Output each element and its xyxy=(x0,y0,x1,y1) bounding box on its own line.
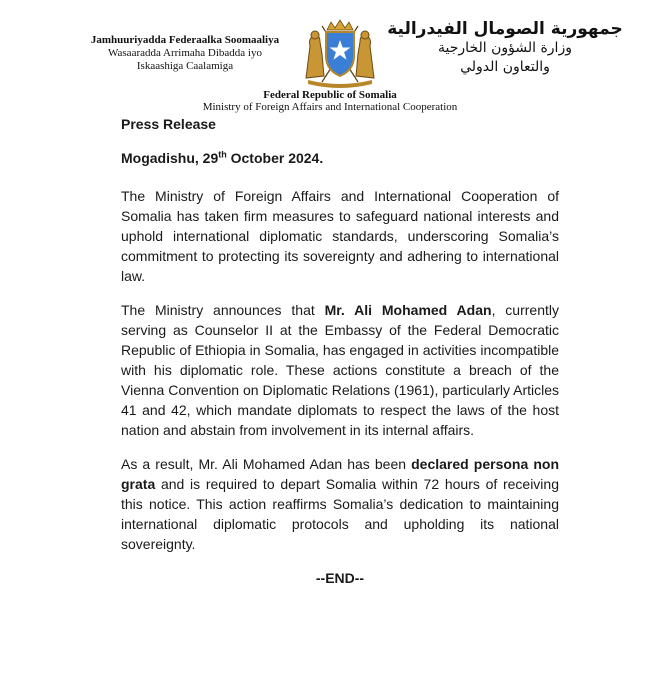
document-title: Press Release xyxy=(121,116,216,132)
letterhead-somali xyxy=(60,34,310,73)
letterhead-english-line1: Federal Republic of Somalia xyxy=(263,89,397,101)
coat-of-arms-icon xyxy=(300,16,380,88)
diplomat-name: Mr. Ali Mohamed Adan xyxy=(324,302,492,318)
date-prefix: Mogadishu, 29 xyxy=(121,150,219,166)
paragraph-3 xyxy=(121,454,559,554)
paragraph-3-rest: and is required to depart Somalia within 72 hours of receiving this notice. This action reaffirms Somalia’s dedication to maintaining international diplomatic protocols and upholding its national sovereignty. xyxy=(121,476,559,552)
paragraph-2-rest: , currently serving as Counselor II at the Embassy of the Federal Democratic Republic of Ethiopia in Somalia, has engaged in activities incompatible with his diplomatic role. These actions constitute a breach of the Vienna Convention on Diplomatic Relations (1961), particularly Articles 41 and 42, which mandate diplomats to respect the laws of the host nation and abstain from involvement in its internal affairs. xyxy=(121,302,559,438)
press-release-body xyxy=(121,114,559,588)
letterhead-arabic-line3: والتعاون الدولي xyxy=(460,59,550,75)
persona-non-grata: declared persona non grata xyxy=(121,456,559,492)
letterhead-somali-line2: Wasaaradda Arrimaha Dibadda iyo xyxy=(108,47,262,59)
letterhead-somali-line3: Iskaashiga Caalamiga xyxy=(136,60,234,72)
letterhead-somali-line1: Jamhuuriyadda Federaalka Soomaaliya xyxy=(90,34,280,46)
paragraph-2 xyxy=(121,300,559,440)
document-date xyxy=(121,148,559,168)
letterhead-arabic xyxy=(380,20,630,77)
paragraph-2-start: The Ministry announces that xyxy=(121,302,325,318)
end-marker: --END-- xyxy=(315,570,365,586)
paragraph-3-start: As a result, Mr. Ali Mohamed Adan has been xyxy=(121,456,412,472)
letterhead-arabic-line1: جمهورية الصومال الفيدرالية xyxy=(387,19,623,39)
date-suffix: October 2024. xyxy=(226,150,324,166)
letterhead-arabic-line2: وزارة الشؤون الخارجية xyxy=(438,40,572,56)
paragraph-1: The Ministry of Foreign Affairs and International Cooperation of Somalia has taken firm measures to safeguard national interests and uphold international diplomatic standards, underscoring Somalia’s commitment to protecting its sovereignty and adhering to international law. xyxy=(121,188,559,284)
letterhead-english xyxy=(150,89,510,113)
letterhead-english-line2: Ministry of Foreign Affairs and International Cooperation xyxy=(202,101,458,113)
date-ordinal: th xyxy=(218,149,227,160)
